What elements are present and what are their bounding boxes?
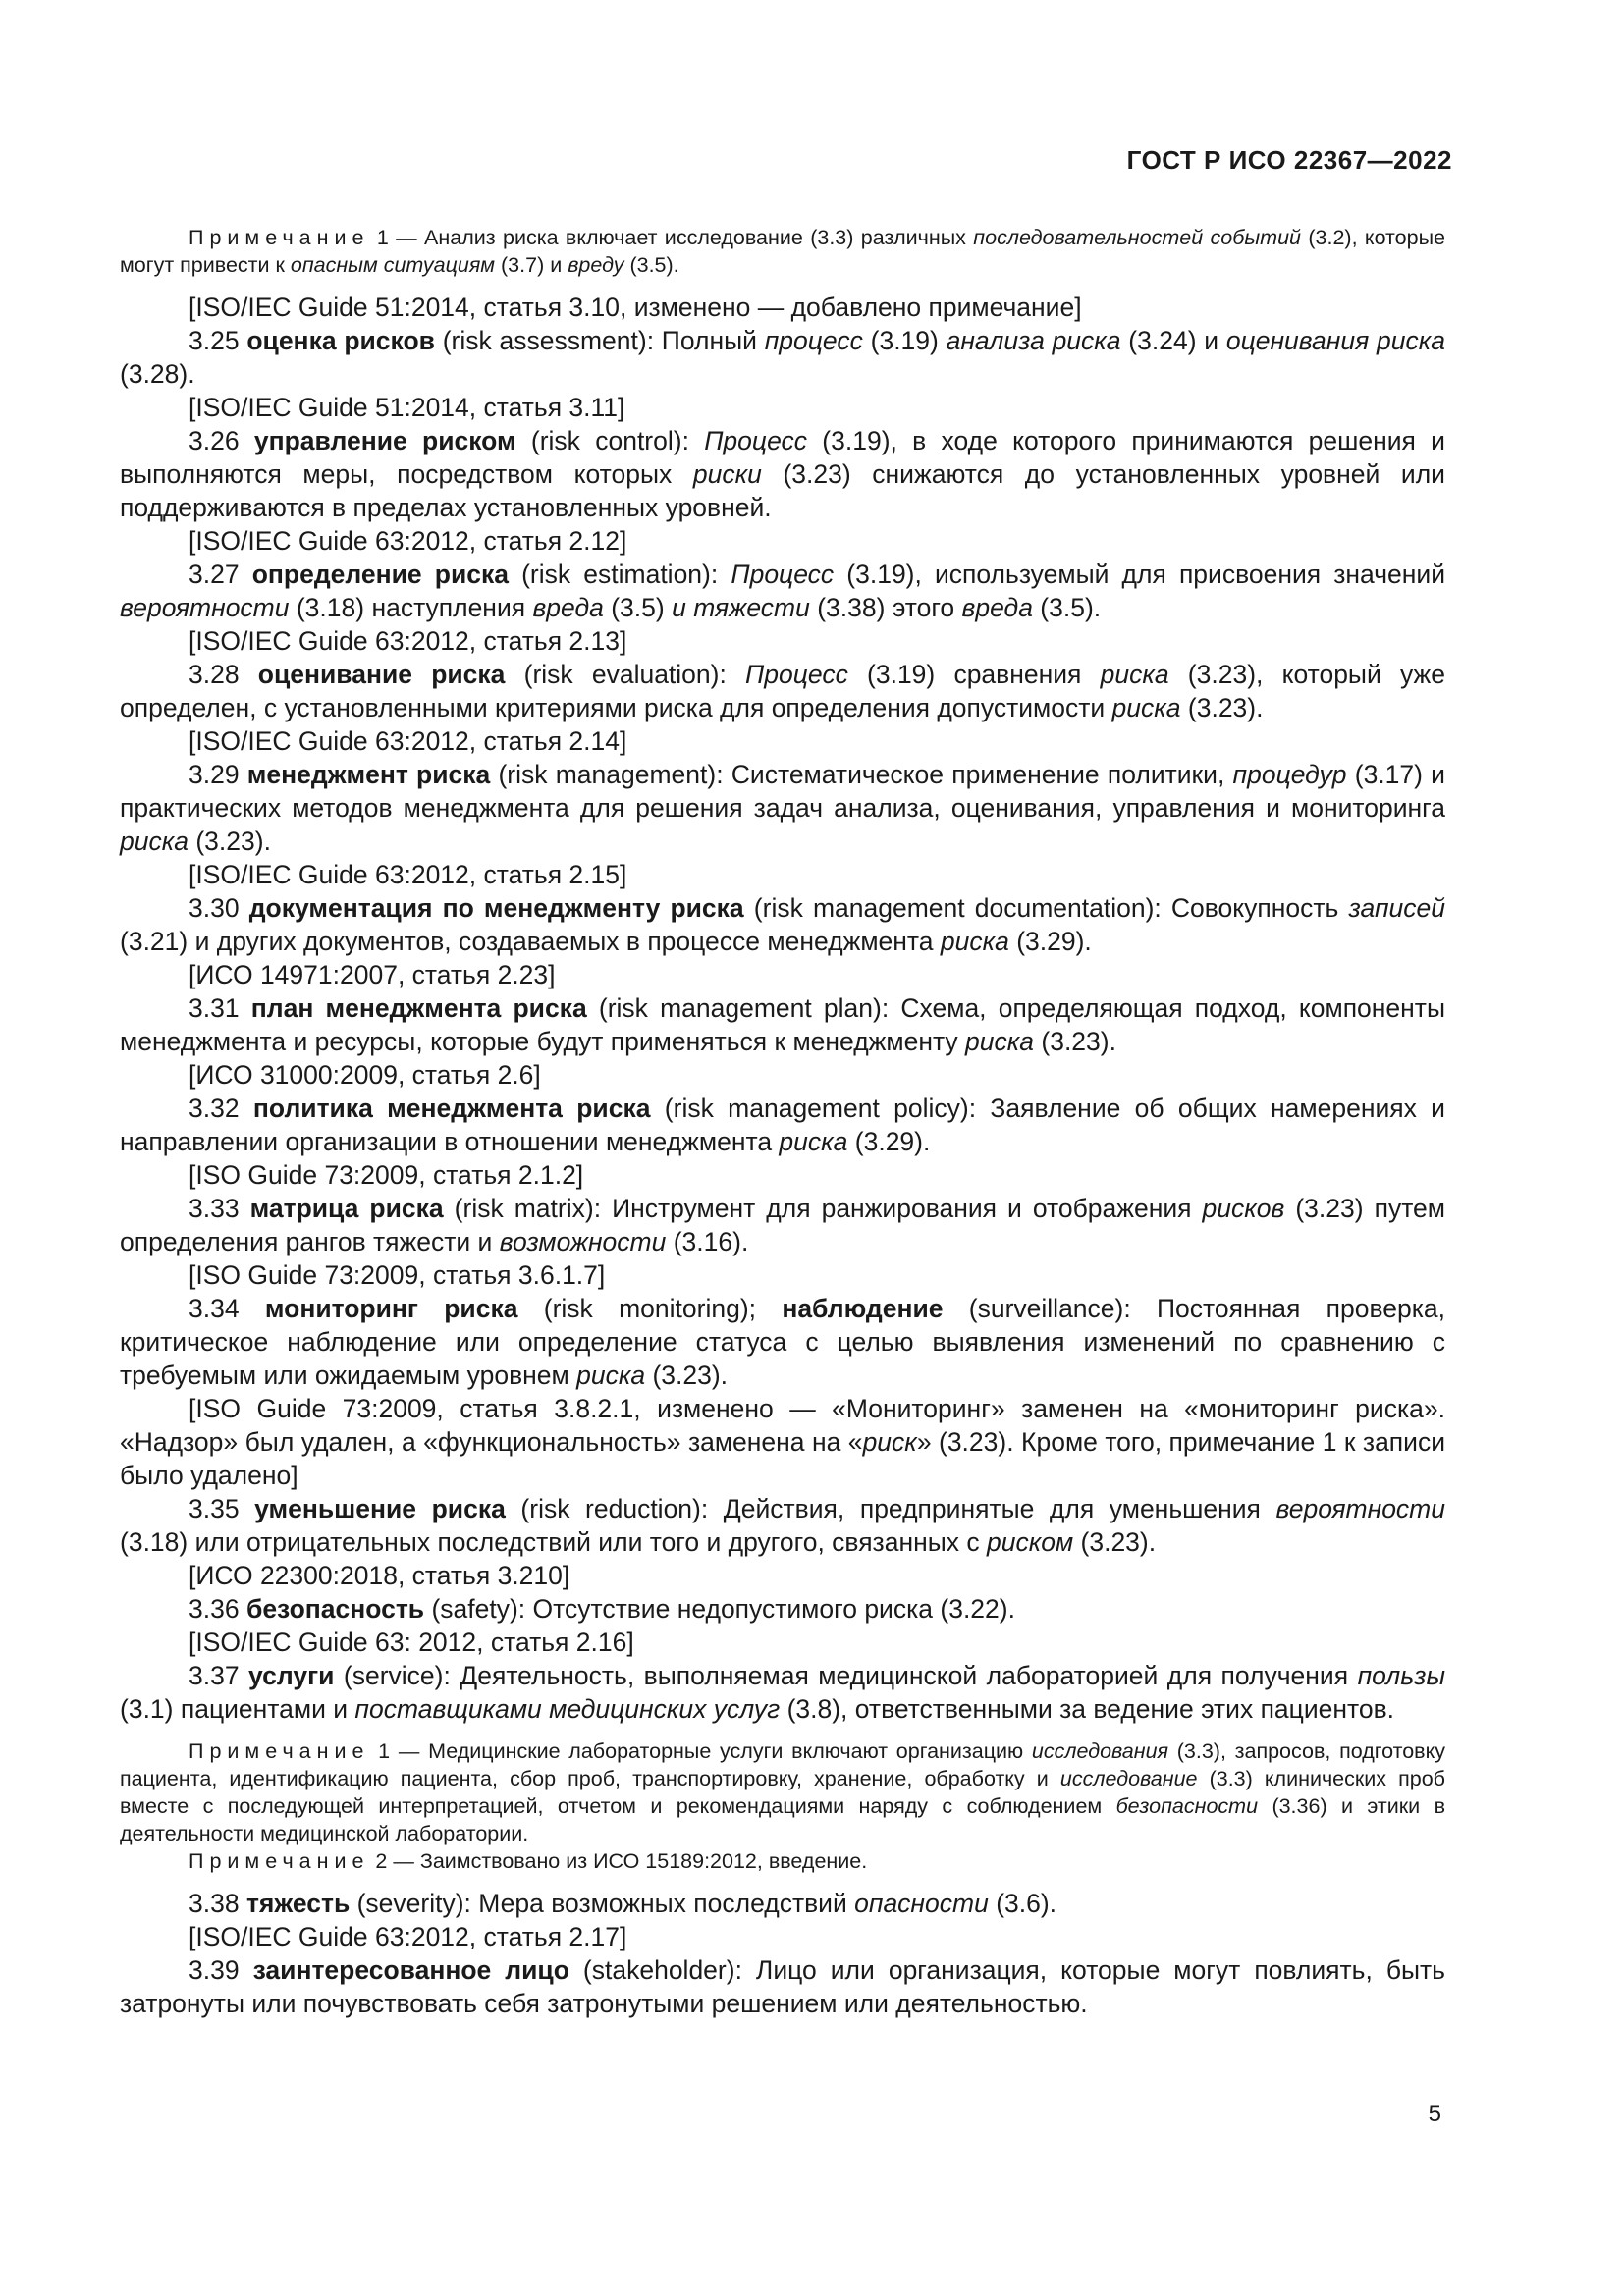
text-run: [ISO Guide 73:2009, статья 2.1.2] — [189, 1160, 584, 1190]
text-run: (3.19) — [862, 326, 947, 355]
text-run: (3.18) или отрицательных последствий или того и другого, связанных с — [120, 1527, 987, 1557]
body-paragraph — [120, 1953, 1445, 2020]
term-reference: риска — [779, 1127, 848, 1156]
term-reference: процедур — [1232, 760, 1347, 789]
term-reference: риска — [1111, 693, 1181, 722]
text-run: (risk assessment): Полный — [434, 326, 765, 355]
text-run: (3.6). — [988, 1889, 1057, 1918]
term-reference: вероятности — [1275, 1494, 1445, 1523]
text-run: 3.30 — [189, 893, 249, 923]
text-run: (risk management policy): Заявление об общих намерениях и направлении организации в отношении менеджмента — [120, 1094, 1445, 1156]
text-run: (3.19), в ходе которого принимаются решения и выполняются меры, посредством которых — [120, 426, 1445, 489]
note-paragraph — [120, 1847, 1445, 1875]
term-reference: риска — [120, 827, 189, 856]
term-reference: возможности — [499, 1227, 667, 1256]
term-reference: пользы — [1357, 1661, 1445, 1690]
text-run: (risk monitoring); — [517, 1294, 783, 1323]
text-run: [ИСО 22300:2018, статья 3.210] — [189, 1561, 570, 1590]
term: уменьшение риска — [254, 1494, 506, 1523]
text-run: (3.5). — [623, 253, 679, 277]
term-reference: риска — [1100, 660, 1169, 689]
body-paragraph — [120, 958, 1445, 991]
term: документация по менеджменту риска — [248, 893, 744, 923]
body-paragraph — [120, 1626, 1445, 1659]
page-header: ГОСТ Р ИСО 22367—2022 — [1126, 145, 1452, 175]
text-run: 3.34 — [189, 1294, 265, 1323]
body-paragraph — [120, 724, 1445, 758]
term-reference: вероятности — [120, 593, 290, 622]
text-run: [ISO/IEC Guide 51:2014, статья 3.10, изменено — добавлено примечание] — [189, 293, 1082, 322]
term-reference: риском — [987, 1527, 1074, 1557]
term-reference: и тяжести — [672, 593, 810, 622]
body-paragraph — [120, 858, 1445, 891]
text-run: 1 — Анализ риска включает исследование (3.3) различных — [369, 226, 974, 249]
text-run: [ISO/IEC Guide 63:2012, статья 2.17] — [189, 1922, 627, 1951]
text-run: (3.3), запросов, подготовку пациента, идентификацию пациента, сбор проб, транспортировку, хранение, обработку и — [120, 1739, 1445, 1790]
text-run: [ISO/IEC Guide 63:2012, статья 2.12] — [189, 526, 627, 556]
note-paragraph — [120, 1737, 1445, 1847]
body-paragraph — [120, 424, 1445, 524]
body-paragraph — [120, 324, 1445, 391]
text-run: [ISO/IEC Guide 63: 2012, статья 2.16] — [189, 1628, 634, 1657]
term-reference: вреда — [961, 593, 1033, 622]
term-reference: риска — [576, 1361, 646, 1390]
text-run: 3.39 — [189, 1955, 253, 1985]
body-paragraph — [120, 1158, 1445, 1192]
text-run: (3.28). — [120, 359, 195, 389]
text-run: (risk estimation): — [508, 560, 731, 589]
text-run: [ИСО 14971:2007, статья 2.23] — [189, 960, 556, 989]
body-paragraph — [120, 658, 1445, 724]
text-run: (safety): Отсутствие недопустимого риска (3.22). — [424, 1594, 1015, 1624]
text-run: » (3.23). Кроме того, примечание 1 к записи было удалено] — [120, 1427, 1446, 1490]
term: оценка рисков — [246, 326, 435, 355]
text-run: (3.8), ответственными за ведение этих пациентов. — [780, 1694, 1395, 1724]
term-reference: анализа риска — [946, 326, 1121, 355]
text-run: [ISO Guide 73:2009, статья 3.8.2.1, изменено — «Мониторинг» заменен на «мониторинг риска». «Надзор» был удален, а «функциональность» заменена на « — [120, 1394, 1445, 1457]
term: тяжесть — [245, 1889, 351, 1918]
note-label: Примечание — [189, 1849, 370, 1873]
text-run: (risk management): Систематическое применение политики, — [490, 760, 1233, 789]
term-reference: поставщиками медицинских услуг — [354, 1694, 781, 1724]
text-run: [ISO/IEC Guide 63:2012, статья 2.14] — [189, 726, 627, 756]
text-run: 2 — Заимствовано из ИСО 15189:2012, введение. — [369, 1849, 868, 1873]
body-paragraph — [120, 1559, 1445, 1592]
text-run: (3.24) и — [1120, 326, 1226, 355]
note-paragraph — [120, 224, 1445, 279]
term-reference: оценивания риска — [1225, 326, 1445, 355]
body-paragraph — [120, 1887, 1445, 1920]
body-paragraph — [120, 991, 1445, 1058]
term-reference: вреду — [568, 253, 624, 277]
text-run: (risk reduction): Действия, предпринятые для уменьшения — [505, 1494, 1276, 1523]
term: безопасность — [245, 1594, 425, 1624]
text-run: 1 — Медицинские лабораторные услуги включают организацию — [369, 1739, 1032, 1763]
text-run: (3.23). — [645, 1361, 729, 1390]
body-paragraph — [120, 291, 1445, 324]
text-run: (3.23). — [1034, 1027, 1116, 1056]
body-paragraph — [120, 624, 1445, 658]
term-reference: вреда — [532, 593, 604, 622]
text-run: (3.19) сравнения — [847, 660, 1101, 689]
term-reference: Процесс — [745, 660, 848, 689]
body-paragraph — [120, 524, 1445, 558]
text-run: (surveillance): Постоянная проверка, критическое наблюдение или определение статуса с целью выявления изменений по сравнению с требуемым или ожидаемым уровнем — [120, 1294, 1445, 1390]
term-reference: Процесс — [731, 560, 835, 589]
text-run: (risk evaluation): — [505, 660, 746, 689]
term-reference: опасным ситуациям — [290, 253, 496, 277]
text-run: (stakeholder): Лицо или организация, которые могут повлиять, быть затронуты или почувствовать себя затронутыми решением или деятельностью. — [120, 1955, 1445, 2018]
term: наблюдение — [782, 1294, 944, 1323]
text-run: [ИСО 31000:2009, статья 2.6] — [189, 1060, 541, 1090]
text-run: (risk management documentation): Совокупность — [743, 893, 1349, 923]
term-reference: рисков — [1202, 1194, 1285, 1223]
term-reference: исследования — [1031, 1739, 1169, 1763]
text-run: (3.23). — [1180, 693, 1264, 722]
text-run: (3.29). — [847, 1127, 931, 1156]
body-paragraph — [120, 758, 1445, 858]
text-run: (risk control): — [515, 426, 705, 455]
body-paragraph — [120, 891, 1445, 958]
text-run: 3.25 — [189, 326, 247, 355]
term: мониторинг риска — [264, 1294, 518, 1323]
text-run: (3.23), который уже определен, с установленными критериями риска для определения допустимости — [120, 660, 1445, 722]
body-paragraph — [120, 1192, 1445, 1258]
term-reference: безопасности — [1115, 1794, 1259, 1818]
term: управление риском — [253, 426, 516, 455]
text-run: (3.23) путем определения рангов тяжести и — [120, 1194, 1445, 1256]
text-run: [ISO/IEC Guide 51:2014, статья 3.11] — [189, 393, 625, 422]
text-run: [ISO/IEC Guide 63:2012, статья 2.13] — [189, 626, 627, 656]
term-reference: исследование — [1059, 1767, 1198, 1790]
term: матрица риска — [249, 1194, 444, 1223]
text-run: (3.16). — [666, 1227, 749, 1256]
term: оценивание риска — [257, 660, 506, 689]
term: заинтересованное лицо — [252, 1955, 569, 1985]
term-reference: последовательностей событий — [973, 226, 1301, 249]
term-reference: риска — [965, 1027, 1035, 1056]
term-reference: опасности — [854, 1889, 989, 1918]
text-run: (3.23). — [188, 827, 271, 856]
body-paragraph — [120, 1258, 1445, 1292]
text-run: 3.26 — [189, 426, 254, 455]
text-run: 3.38 — [189, 1889, 246, 1918]
text-run: (3.7) и — [495, 253, 568, 277]
text-run: [ISO Guide 73:2009, статья 3.6.1.7] — [189, 1260, 606, 1290]
body-paragraph — [120, 391, 1445, 424]
body-paragraph — [120, 1292, 1445, 1392]
term-reference: процесс — [764, 326, 863, 355]
text-run: (3.23) снижаются до установленных уровней или поддерживаются в пределах установленных уровней. — [120, 459, 1445, 522]
text-run: (risk matrix): Инструмент для ранжирования и отображения — [443, 1194, 1203, 1223]
text-run: (3.18) наступления — [289, 593, 533, 622]
term-reference: риска — [940, 927, 1009, 956]
term: услуги — [248, 1661, 335, 1690]
note-label: Примечание — [189, 226, 370, 249]
term: менеджмент риска — [246, 760, 491, 789]
text-run: (3.38) этого — [809, 593, 962, 622]
body-paragraph — [120, 1392, 1445, 1492]
body-paragraph — [120, 1058, 1445, 1092]
text-run: 3.36 — [189, 1594, 246, 1624]
text-run: (3.23). — [1073, 1527, 1157, 1557]
text-run: (3.36) и этики в деятельности медицинской лаборатории. — [120, 1794, 1445, 1845]
text-run: (3.1) пациентами и — [120, 1694, 355, 1724]
term-reference: риск — [862, 1427, 917, 1457]
text-run: (service): Деятельность, выполняемая медицинской лабораторией для получения — [334, 1661, 1358, 1690]
text-run: 3.31 — [189, 993, 251, 1023]
body-paragraph — [120, 558, 1445, 624]
term: план менеджмента риска — [250, 993, 587, 1023]
text-run: (3.5). — [1032, 593, 1102, 622]
body-paragraph — [120, 1092, 1445, 1158]
text-run: (3.21) и других документов, создаваемых в процессе менеджмента — [120, 927, 941, 956]
body-paragraph — [120, 1492, 1445, 1559]
body-paragraph — [120, 1920, 1445, 1953]
text-run: [ISO/IEC Guide 63:2012, статья 2.15] — [189, 860, 627, 889]
text-run: 3.35 — [189, 1494, 255, 1523]
text-run: (3.2), которые могут привести к — [120, 226, 1445, 277]
text-run: (3.29). — [1008, 927, 1092, 956]
body-paragraph — [120, 1592, 1445, 1626]
text-run: 3.28 — [189, 660, 258, 689]
body-paragraph — [120, 1659, 1445, 1726]
text-run: (3.19), используемый для присвоения значений — [834, 560, 1445, 589]
text-run: 3.37 — [189, 1661, 249, 1690]
term: политика менеджмента риска — [252, 1094, 651, 1123]
term-reference: риски — [692, 459, 762, 489]
term: определение риска — [251, 560, 509, 589]
page-content — [120, 224, 1445, 2020]
text-run: 3.27 — [189, 560, 252, 589]
note-label: Примечание — [189, 1739, 370, 1763]
text-run: 3.32 — [189, 1094, 253, 1123]
text-run: (severity): Мера возможных последствий — [350, 1889, 855, 1918]
term-reference: Процесс — [704, 426, 808, 455]
text-run: (3.17) и практических методов менеджмента для решения задач анализа, оценивания, управления и мониторинга — [120, 760, 1445, 823]
text-run: 3.33 — [189, 1194, 250, 1223]
text-run: (3.5) — [603, 593, 673, 622]
text-run: (risk management plan): Схема, определяющая подход, компоненты менеджмента и ресурсы, которые будут применяться к менеджменту — [120, 993, 1445, 1056]
text-run: 3.29 — [189, 760, 247, 789]
text-run: (3.3) клинических проб вместе с последующей интерпретацией, отчетом и рекомендациями наряду с соблюдением — [120, 1767, 1445, 1818]
term-reference: записей — [1348, 893, 1445, 923]
page-number: 5 — [1428, 2101, 1441, 2127]
